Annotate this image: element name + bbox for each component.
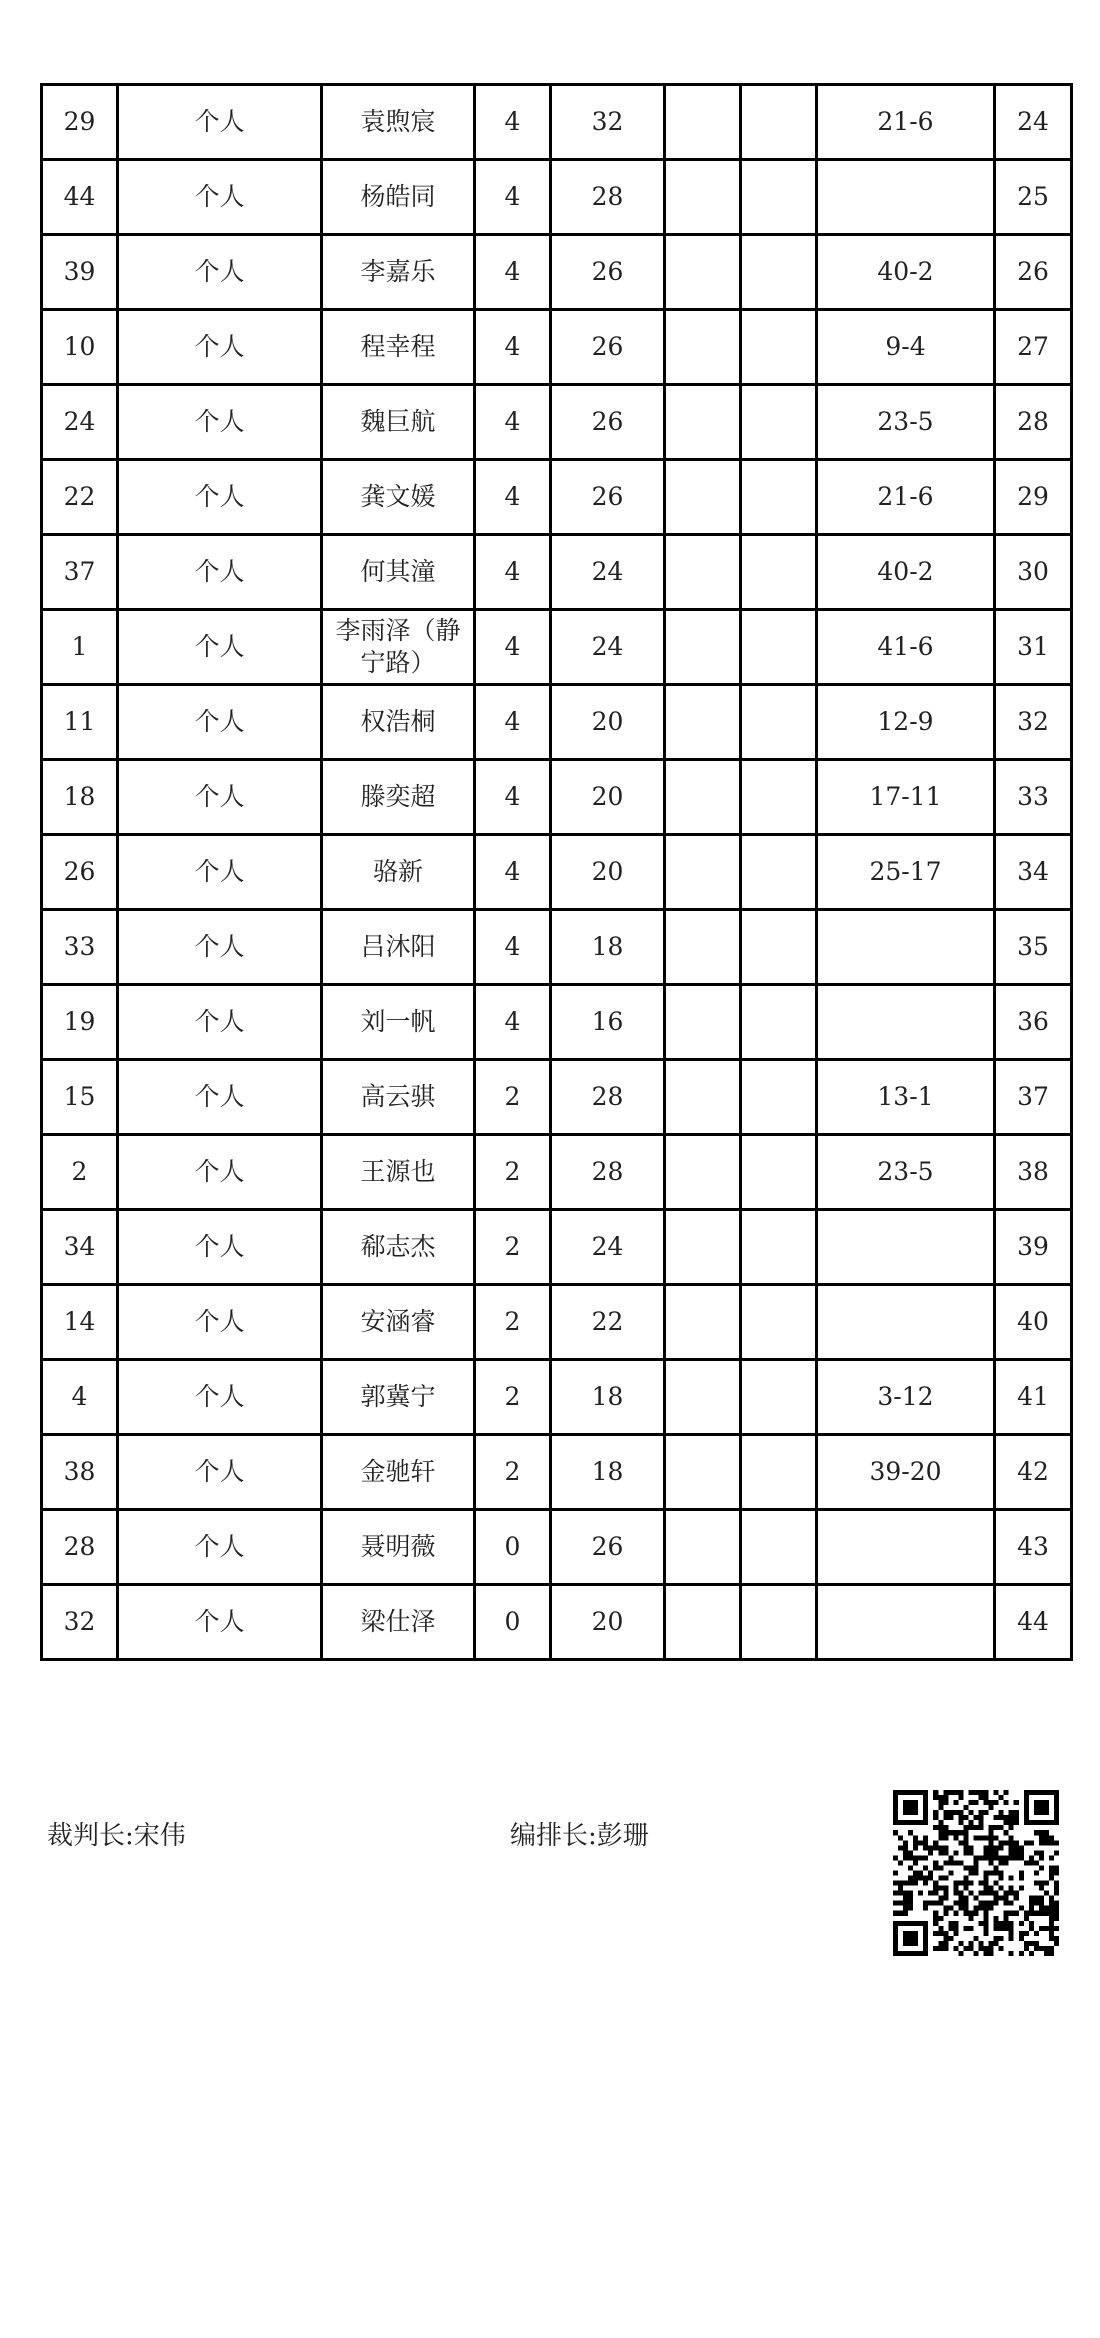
score-cell: 2 <box>475 1060 551 1135</box>
results-table <box>40 83 1073 1661</box>
player-name-cell: 程幸程 <box>322 310 475 385</box>
score-cell: 4 <box>475 835 551 910</box>
table-row <box>42 235 1072 310</box>
rank-cell: 27 <box>995 310 1072 385</box>
player-number-cell: 33 <box>42 910 118 985</box>
rank-cell: 37 <box>995 1060 1072 1135</box>
player-number-cell: 18 <box>42 760 118 835</box>
entry-type-cell: 个人 <box>118 85 322 160</box>
small-score-cell: 20 <box>551 685 665 760</box>
entry-type-cell: 个人 <box>118 1510 322 1585</box>
col6-cell <box>665 310 741 385</box>
opponent-pair-cell: 40-2 <box>817 535 995 610</box>
col6-cell <box>665 535 741 610</box>
player-name-cell: 权浩桐 <box>322 685 475 760</box>
small-score-cell: 28 <box>551 1060 665 1135</box>
col6-cell <box>665 1210 741 1285</box>
table-row <box>42 1435 1072 1510</box>
small-score-cell: 18 <box>551 910 665 985</box>
col7-cell <box>741 385 817 460</box>
entry-type-cell: 个人 <box>118 910 322 985</box>
col6-cell <box>665 910 741 985</box>
player-number-cell: 44 <box>42 160 118 235</box>
player-number-cell: 2 <box>42 1135 118 1210</box>
small-score-cell: 24 <box>551 535 665 610</box>
col7-cell <box>741 610 817 685</box>
col7-cell <box>741 685 817 760</box>
col7-cell <box>741 835 817 910</box>
table-row <box>42 535 1072 610</box>
small-score-cell: 26 <box>551 385 665 460</box>
opponent-pair-cell: 9-4 <box>817 310 995 385</box>
entry-type-cell: 个人 <box>118 535 322 610</box>
player-name-cell: 高云骐 <box>322 1060 475 1135</box>
small-score-cell: 18 <box>551 1360 665 1435</box>
score-cell: 4 <box>475 535 551 610</box>
rank-cell: 38 <box>995 1135 1072 1210</box>
score-cell: 2 <box>475 1435 551 1510</box>
player-name-cell: 聂明薇 <box>322 1510 475 1585</box>
table-row <box>42 985 1072 1060</box>
col7-cell <box>741 310 817 385</box>
player-name-cell: 李嘉乐 <box>322 235 475 310</box>
col7-cell <box>741 1060 817 1135</box>
entry-type-cell: 个人 <box>118 1285 322 1360</box>
table-row <box>42 1510 1072 1585</box>
chief-referee-label: 裁判长:宋伟 <box>47 1821 186 1851</box>
score-cell: 2 <box>475 1210 551 1285</box>
entry-type-cell: 个人 <box>118 1585 322 1660</box>
player-name-cell: 郗志杰 <box>322 1210 475 1285</box>
score-cell: 4 <box>475 235 551 310</box>
col6-cell <box>665 1360 741 1435</box>
col6-cell <box>665 610 741 685</box>
col7-cell <box>741 460 817 535</box>
col6-cell <box>665 760 741 835</box>
player-number-cell: 24 <box>42 385 118 460</box>
col6-cell <box>665 1060 741 1135</box>
rank-cell: 25 <box>995 160 1072 235</box>
table-row <box>42 760 1072 835</box>
entry-type-cell: 个人 <box>118 1135 322 1210</box>
rank-cell: 35 <box>995 910 1072 985</box>
table-body <box>42 85 1072 1660</box>
player-name-cell: 金驰轩 <box>322 1435 475 1510</box>
rank-cell: 29 <box>995 460 1072 535</box>
small-score-cell: 20 <box>551 835 665 910</box>
col7-cell <box>741 910 817 985</box>
table-row <box>42 1585 1072 1660</box>
col7-cell <box>741 1360 817 1435</box>
opponent-pair-cell: 25-17 <box>817 835 995 910</box>
player-name-cell: 袁煦宸 <box>322 85 475 160</box>
rank-cell: 34 <box>995 835 1072 910</box>
rank-cell: 26 <box>995 235 1072 310</box>
col7-cell <box>741 1435 817 1510</box>
rank-cell: 42 <box>995 1435 1072 1510</box>
small-score-cell: 24 <box>551 1210 665 1285</box>
player-number-cell: 28 <box>42 1510 118 1585</box>
score-cell: 4 <box>475 460 551 535</box>
col6-cell <box>665 685 741 760</box>
player-name-cell: 何其潼 <box>322 535 475 610</box>
score-cell: 0 <box>475 1510 551 1585</box>
opponent-pair-cell <box>817 910 995 985</box>
entry-type-cell: 个人 <box>118 760 322 835</box>
opponent-pair-cell <box>817 160 995 235</box>
player-number-cell: 37 <box>42 535 118 610</box>
player-number-cell: 22 <box>42 460 118 535</box>
small-score-cell: 26 <box>551 1510 665 1585</box>
player-name-cell: 骆新 <box>322 835 475 910</box>
player-number-cell: 19 <box>42 985 118 1060</box>
player-name-cell: 吕沐阳 <box>322 910 475 985</box>
entry-type-cell: 个人 <box>118 610 322 685</box>
opponent-pair-cell: 21-6 <box>817 85 995 160</box>
player-name-cell: 安涵睿 <box>322 1285 475 1360</box>
player-number-cell: 32 <box>42 1585 118 1660</box>
table-row <box>42 610 1072 685</box>
table-row <box>42 1360 1072 1435</box>
rank-cell: 30 <box>995 535 1072 610</box>
player-number-cell: 38 <box>42 1435 118 1510</box>
score-cell: 4 <box>475 385 551 460</box>
player-number-cell: 10 <box>42 310 118 385</box>
score-cell: 2 <box>475 1360 551 1435</box>
col6-cell <box>665 385 741 460</box>
player-name-cell: 梁仕泽 <box>322 1585 475 1660</box>
rank-cell: 28 <box>995 385 1072 460</box>
col6-cell <box>665 235 741 310</box>
player-number-cell: 4 <box>42 1360 118 1435</box>
player-number-cell: 34 <box>42 1210 118 1285</box>
small-score-cell: 26 <box>551 310 665 385</box>
col6-cell <box>665 85 741 160</box>
col7-cell <box>741 160 817 235</box>
small-score-cell: 20 <box>551 760 665 835</box>
table-row <box>42 160 1072 235</box>
chief-arranger-label: 编排长:彭珊 <box>510 1821 649 1851</box>
col7-cell <box>741 1210 817 1285</box>
opponent-pair-cell: 21-6 <box>817 460 995 535</box>
col7-cell <box>741 1585 817 1660</box>
rank-cell: 43 <box>995 1510 1072 1585</box>
rank-cell: 44 <box>995 1585 1072 1660</box>
col6-cell <box>665 1285 741 1360</box>
player-name-cell: 郭冀宁 <box>322 1360 475 1435</box>
small-score-cell: 28 <box>551 1135 665 1210</box>
opponent-pair-cell: 23-5 <box>817 1135 995 1210</box>
col6-cell <box>665 1135 741 1210</box>
col6-cell <box>665 835 741 910</box>
player-number-cell: 1 <box>42 610 118 685</box>
opponent-pair-cell <box>817 1285 995 1360</box>
entry-type-cell: 个人 <box>118 685 322 760</box>
col7-cell <box>741 85 817 160</box>
opponent-pair-cell: 41-6 <box>817 610 995 685</box>
score-cell: 4 <box>475 910 551 985</box>
rank-cell: 31 <box>995 610 1072 685</box>
opponent-pair-cell <box>817 1210 995 1285</box>
player-name-cell: 滕奕超 <box>322 760 475 835</box>
col6-cell <box>665 1585 741 1660</box>
player-number-cell: 26 <box>42 835 118 910</box>
col6-cell <box>665 160 741 235</box>
table-row <box>42 1285 1072 1360</box>
small-score-cell: 32 <box>551 85 665 160</box>
entry-type-cell: 个人 <box>118 310 322 385</box>
rank-cell: 24 <box>995 85 1072 160</box>
entry-type-cell: 个人 <box>118 1060 322 1135</box>
score-cell: 4 <box>475 160 551 235</box>
opponent-pair-cell: 13-1 <box>817 1060 995 1135</box>
col7-cell <box>741 1135 817 1210</box>
col6-cell <box>665 460 741 535</box>
entry-type-cell: 个人 <box>118 160 322 235</box>
player-name-cell: 龚文媛 <box>322 460 475 535</box>
table-row <box>42 1135 1072 1210</box>
opponent-pair-cell <box>817 985 995 1060</box>
opponent-pair-cell: 40-2 <box>817 235 995 310</box>
col7-cell <box>741 985 817 1060</box>
score-cell: 4 <box>475 685 551 760</box>
table-row <box>42 85 1072 160</box>
score-cell: 4 <box>475 610 551 685</box>
col7-cell <box>741 1510 817 1585</box>
player-number-cell: 15 <box>42 1060 118 1135</box>
table-row <box>42 685 1072 760</box>
score-cell: 2 <box>475 1285 551 1360</box>
rank-cell: 33 <box>995 760 1072 835</box>
col6-cell <box>665 1510 741 1585</box>
small-score-cell: 24 <box>551 610 665 685</box>
entry-type-cell: 个人 <box>118 985 322 1060</box>
table-row <box>42 910 1072 985</box>
col7-cell <box>741 235 817 310</box>
small-score-cell: 26 <box>551 235 665 310</box>
opponent-pair-cell: 39-20 <box>817 1435 995 1510</box>
opponent-pair-cell: 23-5 <box>817 385 995 460</box>
player-number-cell: 14 <box>42 1285 118 1360</box>
score-cell: 2 <box>475 1135 551 1210</box>
small-score-cell: 26 <box>551 460 665 535</box>
player-number-cell: 11 <box>42 685 118 760</box>
entry-type-cell: 个人 <box>118 235 322 310</box>
rank-cell: 39 <box>995 1210 1072 1285</box>
entry-type-cell: 个人 <box>118 1435 322 1510</box>
score-cell: 4 <box>475 310 551 385</box>
player-name-cell: 王源也 <box>322 1135 475 1210</box>
player-name-cell: 杨皓同 <box>322 160 475 235</box>
rank-cell: 32 <box>995 685 1072 760</box>
table-row <box>42 310 1072 385</box>
score-cell: 4 <box>475 760 551 835</box>
opponent-pair-cell <box>817 1585 995 1660</box>
small-score-cell: 20 <box>551 1585 665 1660</box>
score-cell: 0 <box>475 1585 551 1660</box>
player-number-cell: 39 <box>42 235 118 310</box>
qr-code-icon <box>893 1790 1059 1956</box>
table-row <box>42 460 1072 535</box>
col7-cell <box>741 760 817 835</box>
rank-cell: 40 <box>995 1285 1072 1360</box>
small-score-cell: 28 <box>551 160 665 235</box>
rank-cell: 41 <box>995 1360 1072 1435</box>
player-number-cell: 29 <box>42 85 118 160</box>
col6-cell <box>665 985 741 1060</box>
opponent-pair-cell: 17-11 <box>817 760 995 835</box>
entry-type-cell: 个人 <box>118 1360 322 1435</box>
rank-cell: 36 <box>995 985 1072 1060</box>
table-row <box>42 835 1072 910</box>
table-row <box>42 1210 1072 1285</box>
table-row <box>42 385 1072 460</box>
col7-cell <box>741 535 817 610</box>
small-score-cell: 18 <box>551 1435 665 1510</box>
col6-cell <box>665 1435 741 1510</box>
score-cell: 4 <box>475 85 551 160</box>
entry-type-cell: 个人 <box>118 460 322 535</box>
small-score-cell: 22 <box>551 1285 665 1360</box>
player-name-cell: 李雨泽（静宁路） <box>322 610 475 685</box>
table-row <box>42 1060 1072 1135</box>
entry-type-cell: 个人 <box>118 1210 322 1285</box>
entry-type-cell: 个人 <box>118 385 322 460</box>
player-name-cell: 刘一帆 <box>322 985 475 1060</box>
entry-type-cell: 个人 <box>118 835 322 910</box>
small-score-cell: 16 <box>551 985 665 1060</box>
score-cell: 4 <box>475 985 551 1060</box>
opponent-pair-cell <box>817 1510 995 1585</box>
player-name-cell: 魏巨航 <box>322 385 475 460</box>
col7-cell <box>741 1285 817 1360</box>
opponent-pair-cell: 12-9 <box>817 685 995 760</box>
opponent-pair-cell: 3-12 <box>817 1360 995 1435</box>
